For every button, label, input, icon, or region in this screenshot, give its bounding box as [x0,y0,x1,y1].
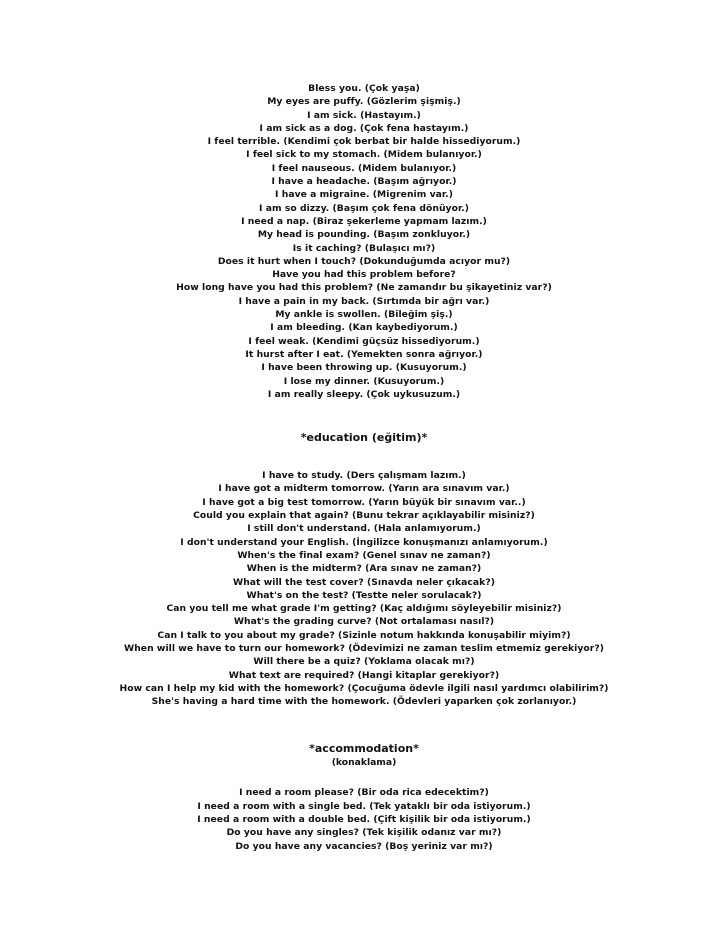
phrase-line: I am bleeding. (Kan kaybediyorum.) [270,322,458,334]
phrase-line: I have to study. (Ders çalışmam lazım.) [262,470,466,482]
phrase-line: I feel weak. (Kendimi güçsüz hissediyorum.) [248,335,480,347]
accommodation-phrase-list [0,786,728,852]
phrase-line: When is the midterm? (Ara sınav ne zaman?) [246,563,482,575]
phrase-line: It hurst after I eat. (Yemekten sonra ağrıyor.) [245,348,483,360]
phrase-line: Do you have any vacancies? (Boş yeriniz var mı?) [235,840,493,852]
phrase-line: I have got a midterm tomorrow. (Yarın ara sınavım var.) [218,483,510,495]
phrase-line: I need a room with a double bed. (Çift kişilik bir oda istiyorum.) [197,814,531,826]
phrase-line: I have been throwing up. (Kusuyorum.) [261,362,467,374]
phrase-line: I have a pain in my back. (Sırtımda bir ağrı var.) [238,295,490,307]
accommodation-heading: *accommodation* [309,742,419,756]
accommodation-section [0,742,728,852]
phrase-line: When's the final exam? (Genel sınav ne zaman?) [237,549,491,561]
phrase-line: What text are required? (Hangi kitaplar gerekiyor?) [228,669,500,681]
phrase-line: How can I help my kid with the homework? (Çocuğuma ödevle ilgili nasıl yardımcı olabilirim?) [119,682,609,694]
phrase-line: What's on the test? (Testte neler sorulacak?) [246,589,482,601]
phrase-line: I am sick. (Hastayım.) [307,109,421,121]
phrase-line: What's the grading curve? (Not ortalaması nasıl?) [233,616,495,628]
phrase-line: I have a headache. (Başım ağrıyor.) [271,176,457,188]
phrase-line: Bless you. (Çok yaşa) [308,83,420,94]
education-section [0,431,728,708]
education-heading: *education (eğitim)* [300,431,428,445]
phrase-line: Can I talk to you about my grade? (Sizinle notum hakkında konuşabilir miyim?) [157,629,571,641]
health-section [0,82,728,401]
phrase-line: When will we have to turn our homework? (Ödevimizi ne zaman teslim etmemiz gerekiyor?) [124,642,604,654]
phrase-line: I am sick as a dog. (Çok fena hastayım.) [259,122,469,134]
phrase-line: Does it hurt when I touch? (Dokunduğumda acıyor mu?) [217,255,511,267]
phrase-line: I feel sick to my stomach. (Midem bulanıyor.) [246,149,482,161]
phrase-line: She's having a hard time with the homework. (Ödevleri yaparken çok zorlanıyor.) [151,696,577,708]
accommodation-subheading: (konaklama) [331,757,397,769]
phrase-line: I need a nap. (Biraz şekerleme yapmam lazım.) [241,215,487,227]
phrase-line: My head is pounding. (Başım zonkluyor.) [257,229,471,241]
phrase-line: What will the test cover? (Sınavda neler çıkacak?) [233,576,495,588]
phrase-line: How long have you had this problem? (Ne zamandır bu şikayetiniz var?) [176,282,552,294]
phrase-line: I need a room please? (Bir oda rica edecektim?) [239,787,489,799]
phrase-line: I need a room with a single bed. (Tek yataklı bir oda istiyorum.) [197,800,531,812]
phrase-line: My eyes are puffy. (Gözlerim şişmiş.) [267,96,461,108]
phrase-line: Could you explain that again? (Bunu tekrar açıklayabilir misiniz?) [193,510,535,522]
phrase-line: Is it caching? (Bulaşıcı mı?) [292,242,436,254]
document-page [0,82,728,853]
phrase-line: I lose my dinner. (Kusuyorum.) [283,375,445,387]
phrase-line: I have got a big test tomorrow. (Yarın büyük bir sınavım var..) [202,496,526,508]
phrase-line: I have a migraine. (Migrenim var.) [275,189,453,201]
phrase-line: I feel nauseous. (Midem bulanıyor.) [271,162,457,174]
education-phrase-list [0,469,728,708]
phrase-line: Do you have any singles? (Tek kişilik odanız var mı?) [226,827,502,839]
phrase-line: Will there be a quiz? (Yoklama olacak mı?) [253,656,475,668]
phrase-line: I feel terrible. (Kendimi çok berbat bir halde hissediyorum.) [207,136,521,148]
phrase-line: I still don't understand. (Hala anlamıyorum.) [247,523,481,535]
health-phrase-list [0,82,728,401]
phrase-line: Can you tell me what grade I'm getting? (Kaç aldığımı söyleyebilir misiniz?) [166,603,562,615]
phrase-line: Have you had this problem before? [272,269,456,281]
phrase-line: I am so dizzy. (Başım çok fena dönüyor.) [258,202,470,214]
phrase-line: My ankle is swollen. (Bileğim şiş.) [275,309,453,321]
phrase-line: I don't understand your English. (İngilizce konuşmanızı anlamıyorum.) [180,536,548,548]
phrase-line: I am really sleepy. (Çok uykusuzum.) [267,388,461,400]
